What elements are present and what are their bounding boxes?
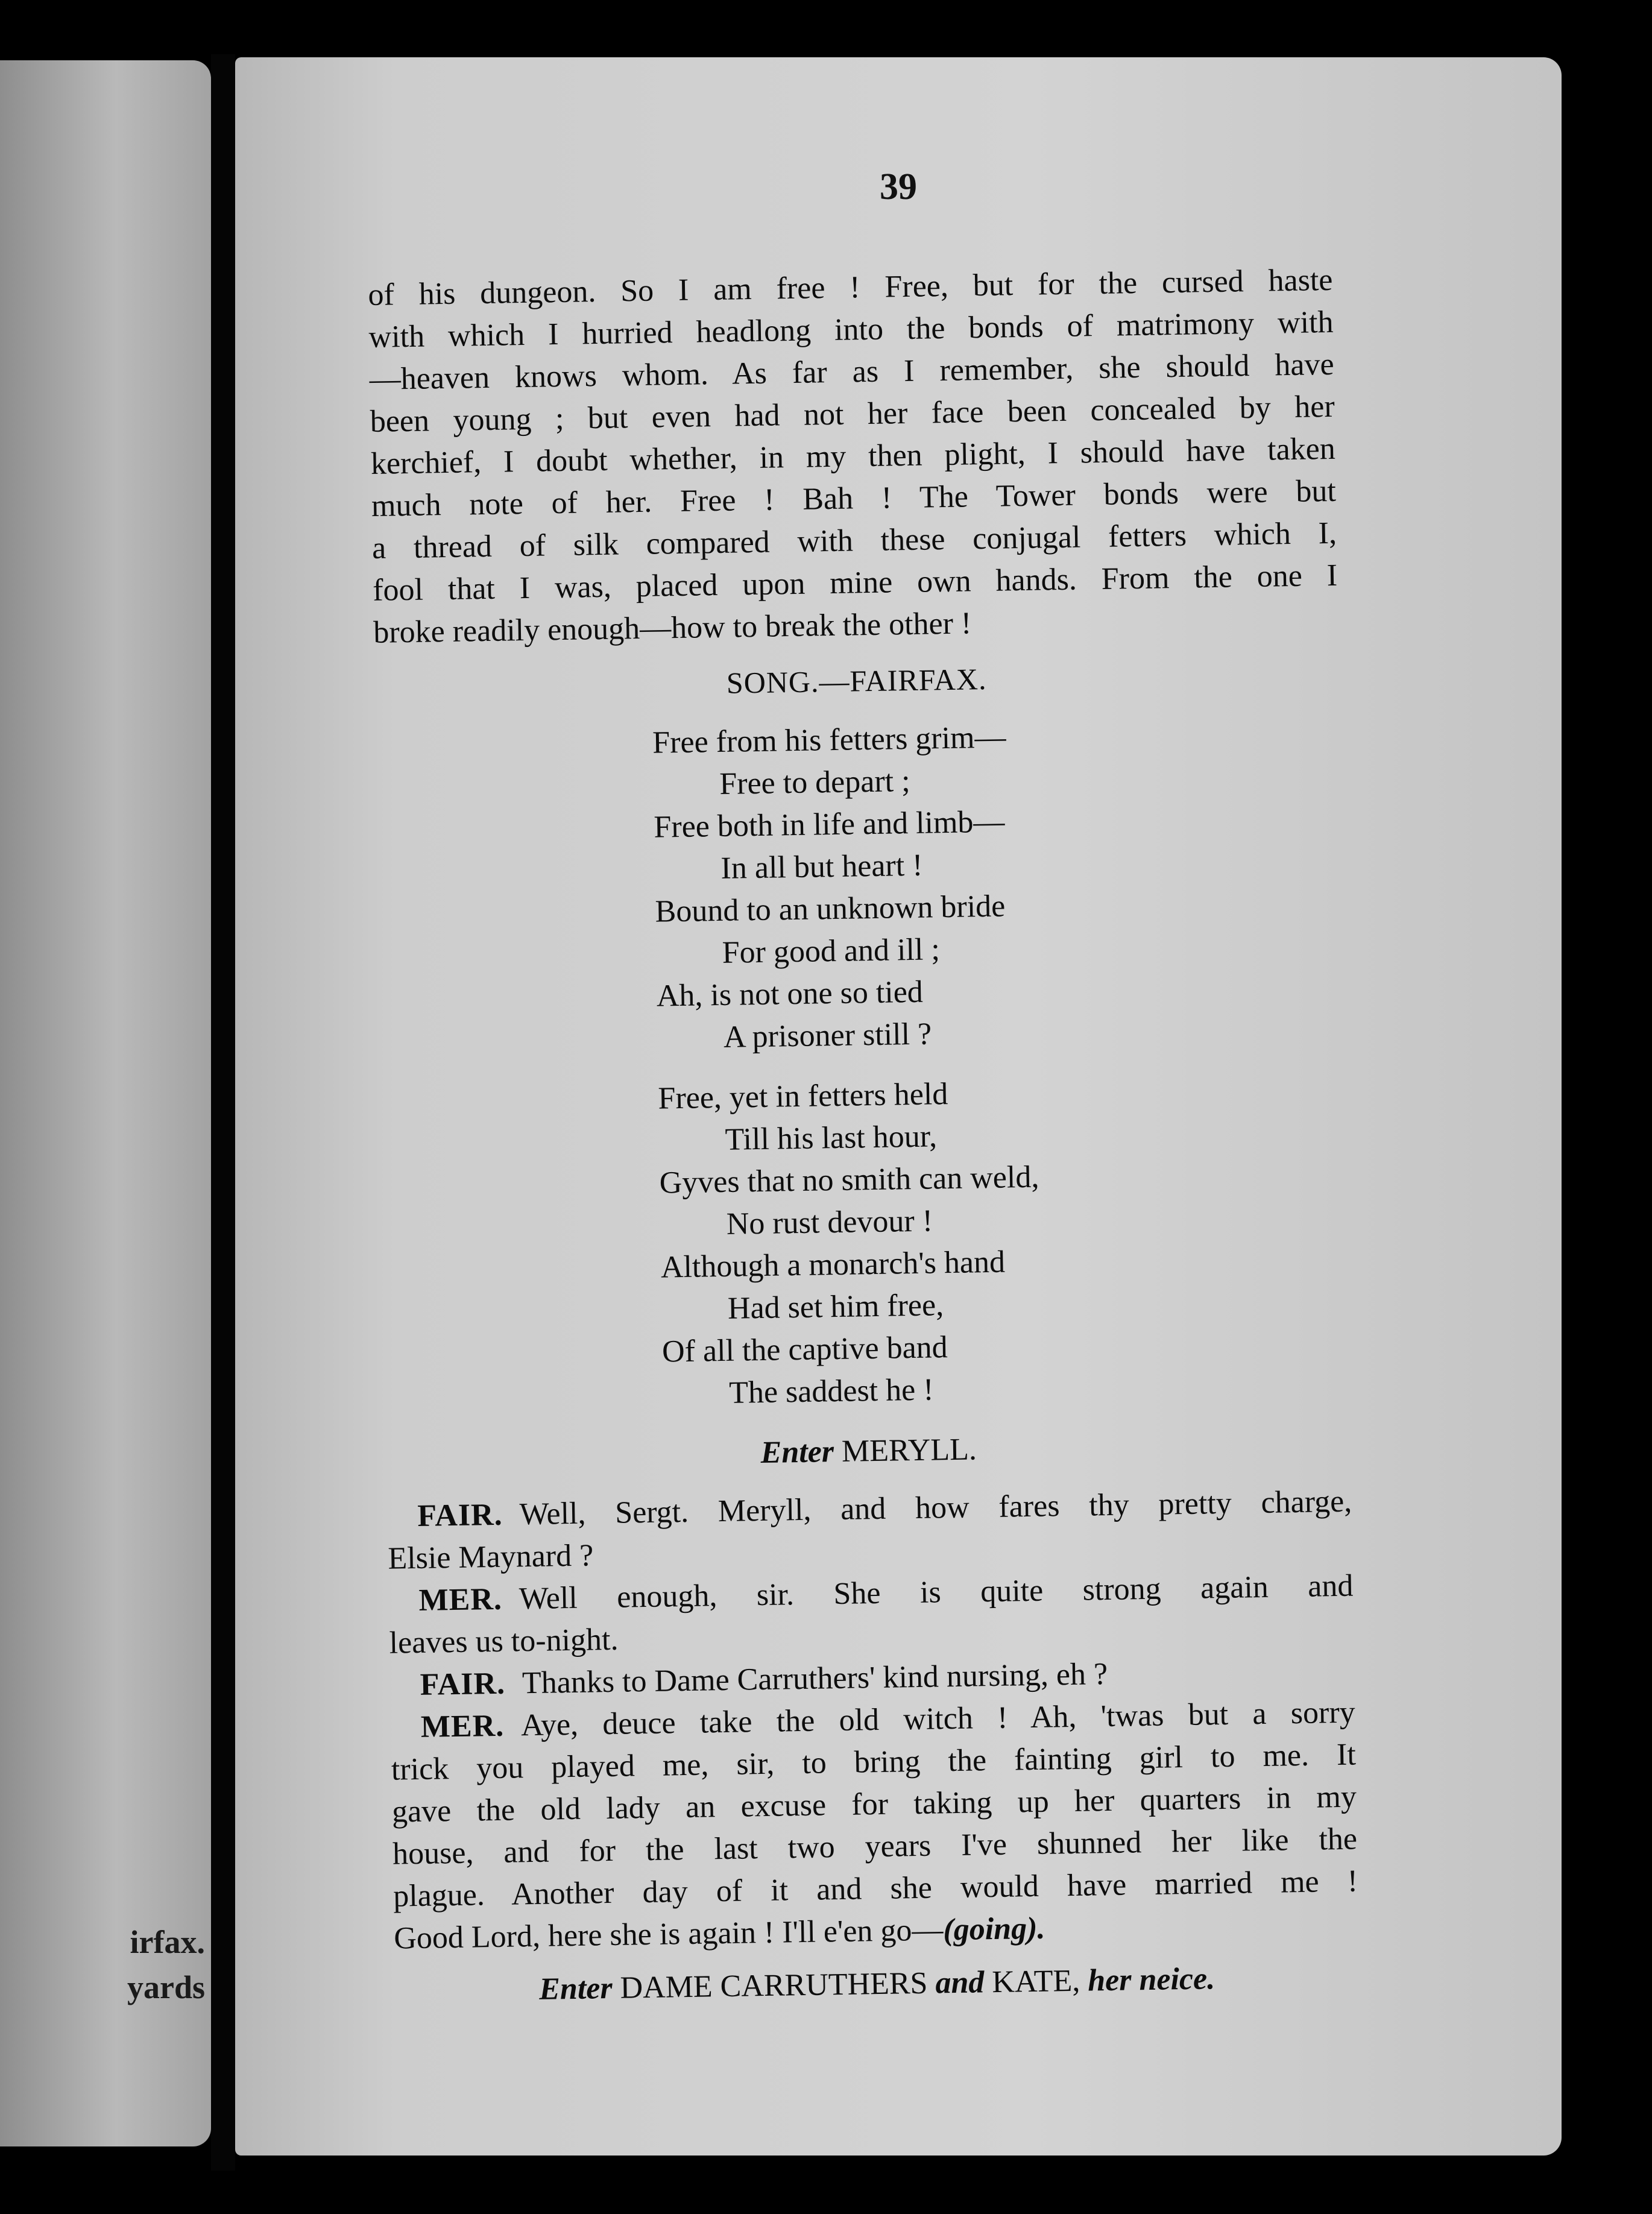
stage-character: KATE, bbox=[991, 1963, 1080, 2000]
prose-line: much note of her. Free ! Bah ! The Tower bonds were but bbox=[371, 473, 1337, 523]
speech-text: Aye, deuce take the old witch ! Ah, 'twas but a sorry bbox=[520, 1695, 1356, 1743]
monologue bbox=[368, 259, 1338, 654]
speaker-name: FAIR. bbox=[420, 1666, 506, 1702]
dialogue-line: trick you played me, sir, to bring the fainting girl to me. It bbox=[391, 1737, 1357, 1787]
speaker-name: FAIR. bbox=[417, 1497, 503, 1533]
speaker-name: MER. bbox=[418, 1582, 503, 1618]
verse-line: Free both in life and limb— bbox=[654, 804, 1005, 845]
left-page-fragment: irfax. bbox=[130, 1924, 205, 1960]
dialogue-line: gave the old lady an excuse for taking up her quarters in my bbox=[391, 1779, 1357, 1829]
inline-stage-direction: (going). bbox=[942, 1911, 1045, 1948]
verse-line: The saddest he ! bbox=[728, 1372, 934, 1410]
prose-line: fool that I was, placed upon mine own hands. From the one I bbox=[372, 558, 1338, 608]
verse-line: Although a monarch's hand bbox=[660, 1244, 1006, 1285]
verse-line: Ah, is not one so tied bbox=[656, 974, 924, 1014]
stage-character: MERYLL. bbox=[841, 1432, 977, 1469]
stage-enter-word: Enter bbox=[538, 1970, 613, 2007]
verse-line: A prisoner still ? bbox=[723, 1017, 932, 1055]
prose-line: broke readily enough—how to break the other ! bbox=[373, 606, 972, 650]
prose-line: kerchief, I doubt whether, in my then plight, I should have taken bbox=[370, 431, 1336, 481]
page-content bbox=[368, 259, 1360, 2029]
stage-relation: her neice. bbox=[1087, 1961, 1215, 1998]
speech-text: Well, Sergt. Meryll, and how fares thy pretty charge, bbox=[519, 1484, 1352, 1532]
prose-line: of his dungeon. So I am free ! Free, but for the cursed haste bbox=[368, 262, 1333, 312]
stage-direction-enter-dame-kate bbox=[394, 1956, 1360, 2013]
dialogue bbox=[387, 1481, 1359, 1960]
stage-conjunction: and bbox=[935, 1965, 985, 2001]
speech-text: Well enough, sir. She is quite strong again and bbox=[519, 1568, 1354, 1616]
verse-line: Gyves that no smith can weld, bbox=[659, 1159, 1039, 1200]
verse-line: For good and ill ; bbox=[722, 932, 941, 970]
speaker-name: MER. bbox=[420, 1708, 505, 1744]
song-stanza-1 bbox=[652, 711, 1345, 1060]
verse-line: Of all the captive band bbox=[661, 1330, 948, 1369]
left-page-fragment: yards bbox=[127, 1969, 205, 2005]
page-number: 39 bbox=[880, 166, 917, 207]
verse-line: Free, yet in fetters held bbox=[658, 1077, 948, 1116]
verse-line: Bound to an unknown bride bbox=[655, 889, 1006, 929]
dialogue-line: Elsie Maynard ? bbox=[388, 1538, 594, 1576]
previous-page-edge bbox=[0, 60, 211, 2146]
dialogue-line: house, and for the last two years I've shunned her like the bbox=[392, 1821, 1358, 1872]
prose-line: —heaven knows whom. As far as I remember, she should have bbox=[369, 347, 1334, 397]
prose-line: a thread of silk compared with these conjugal fetters which I, bbox=[371, 516, 1337, 566]
verse-line: Till his last hour, bbox=[725, 1119, 938, 1157]
stage-character: DAME CARRUTHERS bbox=[620, 1966, 928, 2005]
song-heading: SONG.—FAIRFAX. bbox=[726, 661, 987, 700]
stage-direction-enter-meryll bbox=[386, 1423, 1351, 1480]
book-page bbox=[235, 57, 1562, 2156]
speech-text: Thanks to Dame Carruthers' kind nursing, eh ? bbox=[522, 1657, 1108, 1701]
verse-line: Had set him free, bbox=[727, 1288, 944, 1326]
speech-text: Good Lord, here she is again ! I'll e'en go— bbox=[393, 1913, 944, 1956]
verse-line: In all but heart ! bbox=[720, 848, 923, 886]
dialogue-line: plague. Another day of it and she would have married me ! bbox=[393, 1864, 1358, 1914]
prose-line: with which I hurried headlong into the bonds of matrimony with bbox=[368, 304, 1334, 355]
verse-line: Free from his fetters grim— bbox=[652, 720, 1006, 760]
verse-line: No rust devour ! bbox=[726, 1203, 933, 1241]
dialogue-line: leaves us to-night. bbox=[389, 1622, 619, 1660]
song-stanza-2 bbox=[658, 1067, 1351, 1416]
book-gutter bbox=[211, 54, 235, 2171]
stage-enter-word: Enter bbox=[760, 1434, 834, 1471]
verse-line: Free to depart ; bbox=[719, 763, 910, 801]
prose-line: been young ; but even had not her face been concealed by her bbox=[370, 389, 1335, 439]
